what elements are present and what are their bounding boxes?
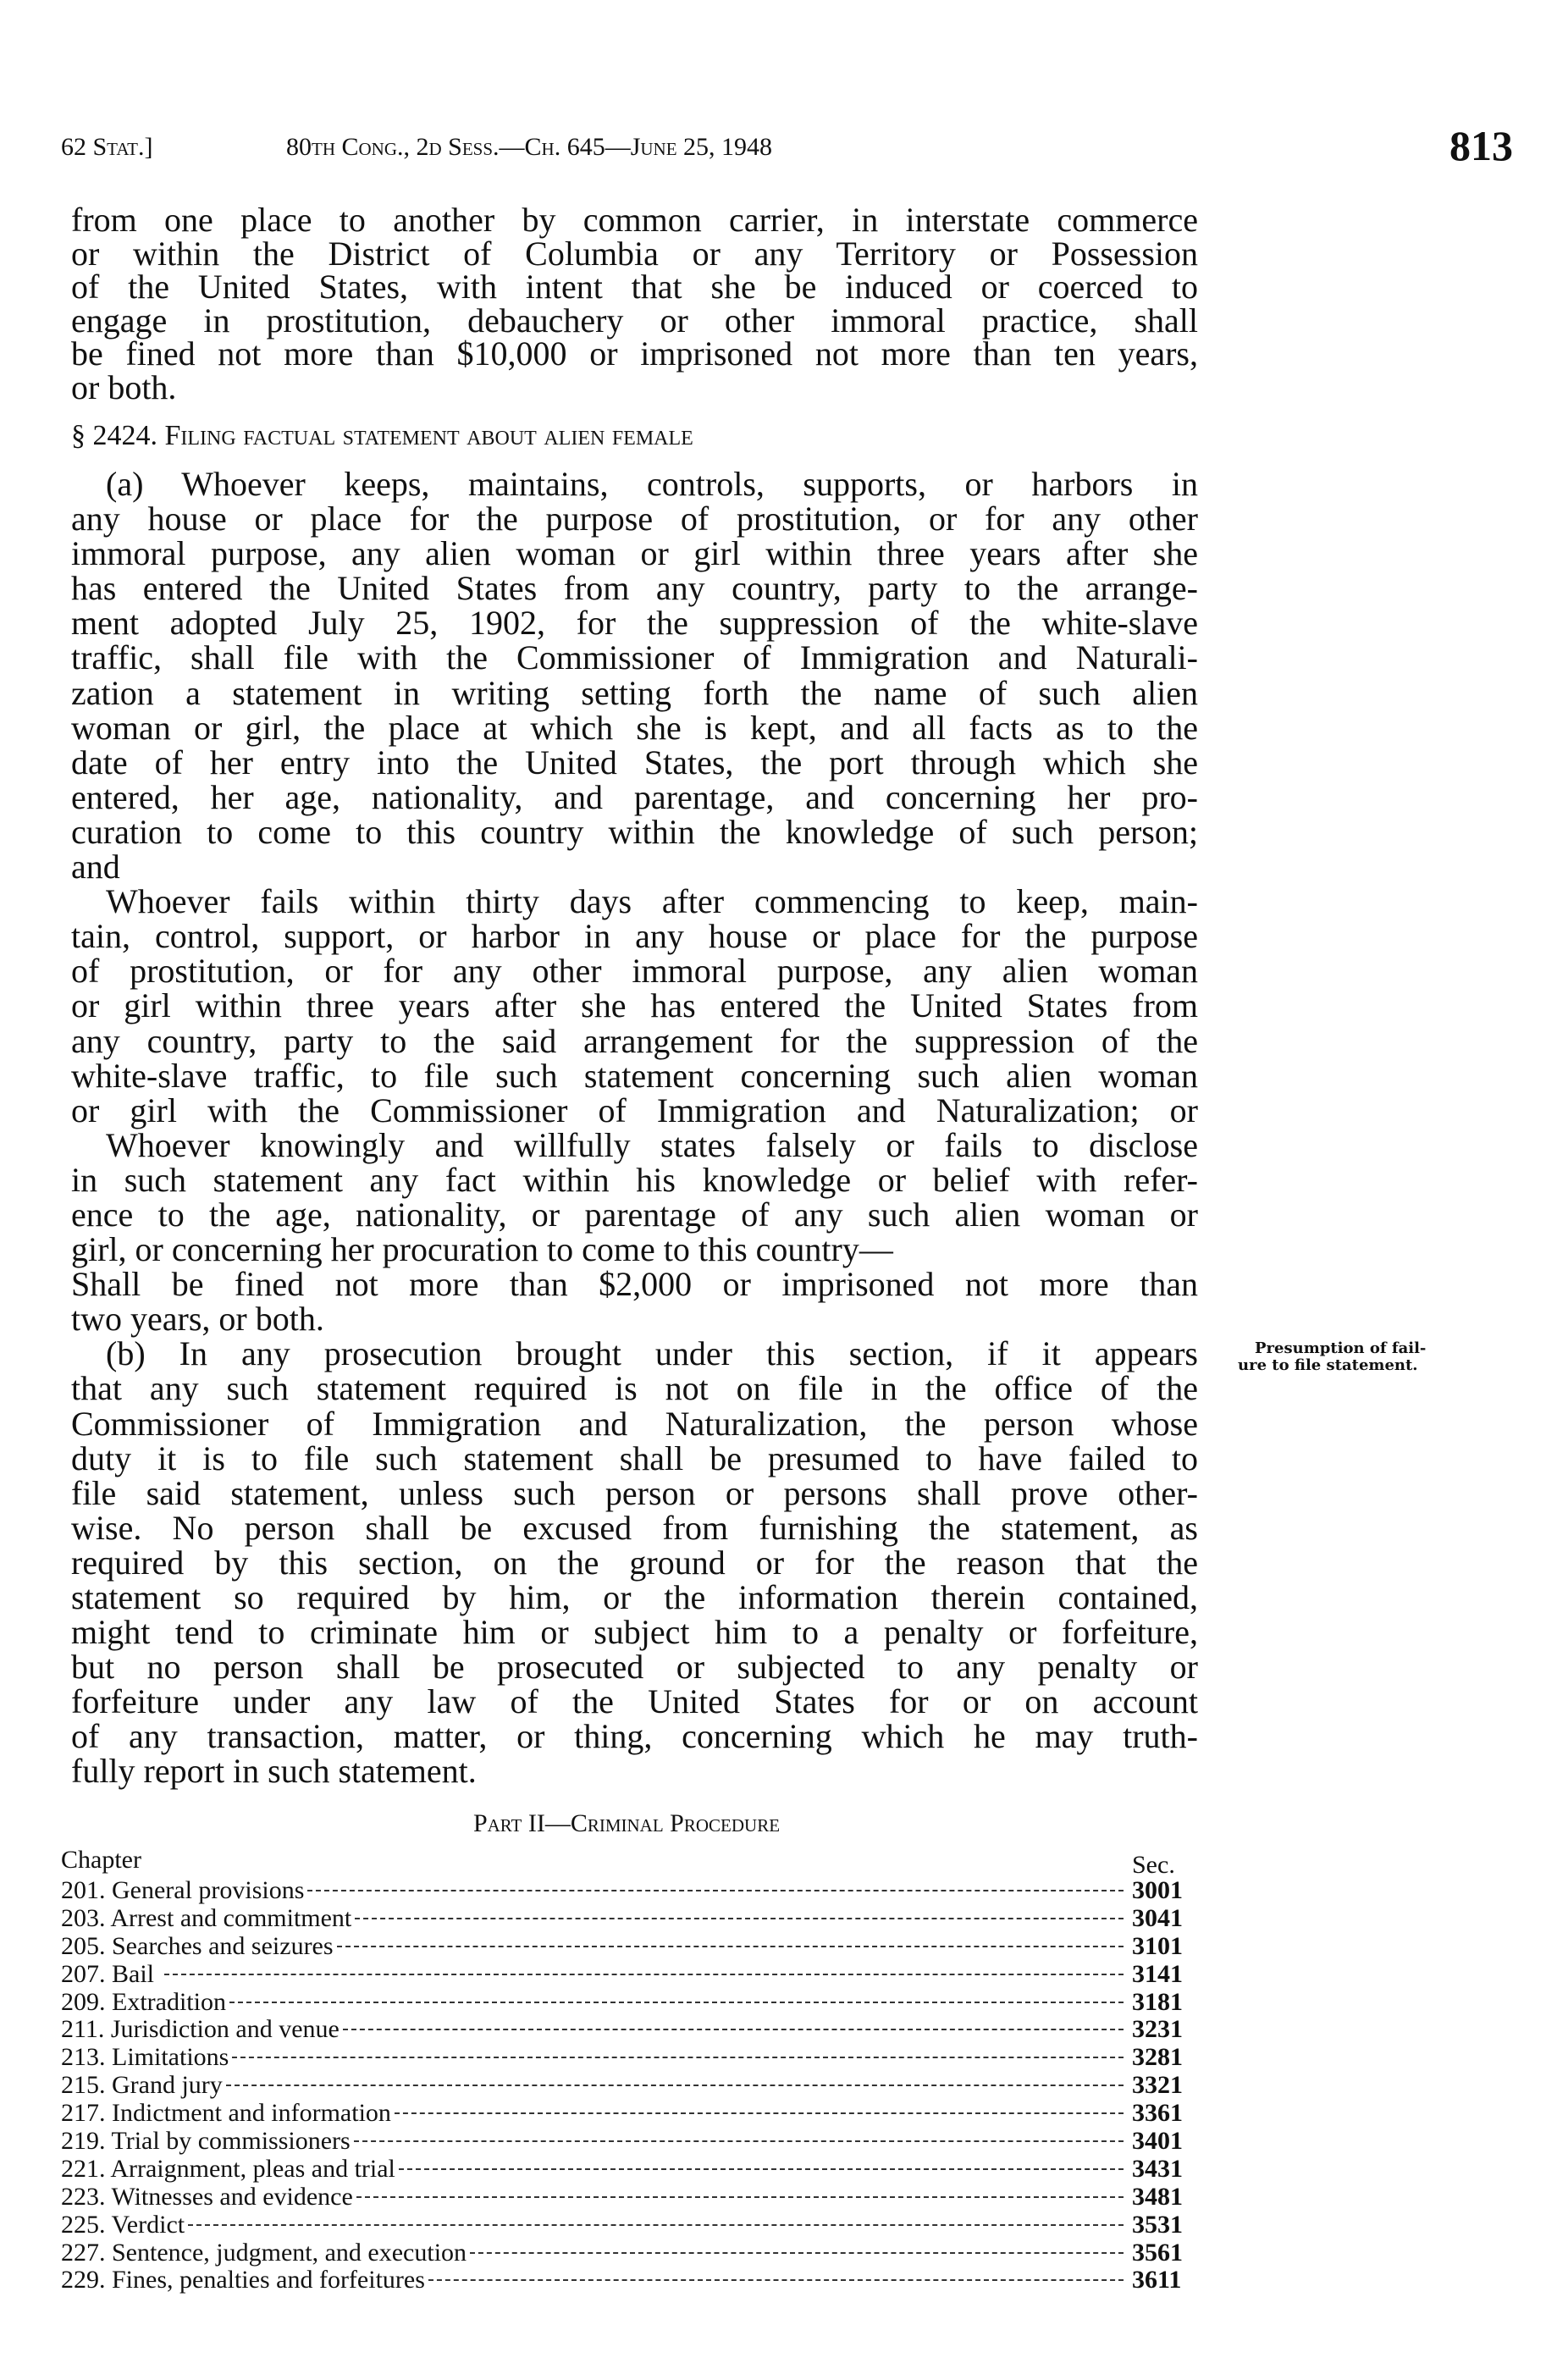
chapter-row xyxy=(61,1933,1195,1961)
chapter-title: 217. Indictment and information xyxy=(61,2099,391,2128)
section-column-header: Sec. xyxy=(1132,1851,1175,1879)
text-line: required by this section, on the ground or for the reason that the xyxy=(71,1543,1198,1582)
dot-leader xyxy=(226,2085,1124,2086)
text-line: of prostitution, or for any other immoral purpose, any alien woman xyxy=(71,952,1198,991)
text-line: or both. xyxy=(71,367,177,406)
chapter-row xyxy=(61,2128,1195,2156)
section-number: 3001 xyxy=(1132,1876,1183,1904)
section-number: 3431 xyxy=(1132,2154,1183,2183)
dot-leader xyxy=(164,1974,1124,1975)
dot-leader xyxy=(343,2029,1124,2030)
dot-leader xyxy=(399,2168,1124,2170)
text-line: two years, or both. xyxy=(71,1300,324,1339)
chapter-row xyxy=(61,1905,1195,1933)
running-header: 80th Cong., 2d Sess.—Ch. 645—June 25, 1948 xyxy=(286,133,773,161)
chapter-row xyxy=(61,1961,1195,1989)
chapter-title: 227. Sentence, judgment, and execution xyxy=(61,2238,467,2267)
text-line: woman or girl, the place at which she is kept, and all facts as to the xyxy=(71,708,1198,747)
text-line: from one place to another by common carrier, in interstate commerce xyxy=(71,201,1198,239)
text-line: date of her entry into the United States, the port through which she xyxy=(71,743,1198,781)
section-number: 3231 xyxy=(1132,2015,1183,2044)
dot-leader xyxy=(355,1918,1124,1919)
text-line: Whoever fails within thirty days after commencing to keep, main- xyxy=(106,882,1198,921)
chapter-title: 223. Witnesses and evidence xyxy=(61,2182,353,2211)
section-number: 3611 xyxy=(1132,2266,1182,2294)
page-number: 813 xyxy=(1449,122,1513,169)
text-line: and xyxy=(71,848,120,886)
dot-leader xyxy=(395,2112,1124,2114)
text-line: engage in prostitution, debauchery or other immoral practice, shall xyxy=(71,301,1198,340)
chapter-title: 207. Bail xyxy=(61,1959,161,1988)
chapter-row xyxy=(61,2267,1195,2294)
chapter-table xyxy=(61,1843,1195,2294)
section-body xyxy=(71,467,1198,1789)
part-heading: Part II—Criminal Procedure xyxy=(472,1809,781,1837)
section-number: § 2424. xyxy=(71,420,157,451)
chapter-row xyxy=(61,1989,1195,2017)
chapter-row xyxy=(61,2100,1195,2128)
chapter-title: 225. Verdict xyxy=(61,2210,185,2239)
section-number: 3561 xyxy=(1132,2238,1183,2267)
chapter-title: 209. Extradition xyxy=(61,1987,226,2016)
section-heading xyxy=(71,417,693,455)
text-line: file said statement, unless such person or persons shall prove other- xyxy=(71,1473,1198,1512)
dot-leader xyxy=(229,2002,1124,2003)
text-line: Commissioner of Immigration and Naturalization, the person whose xyxy=(71,1404,1198,1443)
chapter-title: 215. Grand jury xyxy=(61,2071,223,2100)
text-line: forfeiture under any law of the United States for or on account xyxy=(71,1682,1198,1721)
chapter-row xyxy=(61,2184,1195,2212)
text-line: or within the District of Columbia or any Territory or Possession xyxy=(71,234,1198,273)
section-number: 3361 xyxy=(1132,2099,1183,2128)
dot-leader xyxy=(232,2057,1124,2058)
text-line: of the United States, with intent that she be induced or coerced to xyxy=(71,268,1198,306)
dot-leader xyxy=(354,2140,1124,2142)
section-number: 3321 xyxy=(1132,2071,1183,2100)
text-line: ence to the age, nationality, or parentage of any such alien woman or xyxy=(71,1195,1198,1234)
text-line: Shall be fined not more than $2,000 or imprisoned not more than xyxy=(71,1265,1198,1304)
text-line: white-slave traffic, to file such statement concerning such alien woman xyxy=(71,1056,1198,1095)
text-line: entered, her age, nationality, and parentage, and concerning her pro- xyxy=(71,777,1198,816)
text-line: any house or place for the purpose of prostitution, or for any other xyxy=(71,500,1198,538)
text-line: Whoever knowingly and willfully states falsely or fails to disclose xyxy=(106,1125,1198,1164)
volume-reference: 62 Stat.] xyxy=(61,133,153,161)
chapter-title: 229. Fines, penalties and forfeitures xyxy=(61,2266,425,2294)
margin-note: Presumption of fail- ure to file statement. xyxy=(1238,1339,1427,1374)
section-number: 3041 xyxy=(1132,1903,1183,1932)
chapter-title: 213. Limitations xyxy=(61,2043,229,2072)
dot-leader xyxy=(428,2279,1124,2281)
dot-leader xyxy=(188,2224,1124,2226)
chapter-title: 201. General provisions xyxy=(61,1876,305,1904)
text-line: but no person shall be prosecuted or subjected to any penalty or xyxy=(71,1648,1198,1687)
chapter-row xyxy=(61,1877,1195,1905)
text-line: might tend to criminate him or subject him to a penalty or forfeiture, xyxy=(71,1613,1198,1652)
text-line: immoral purpose, any alien woman or girl within three years after she xyxy=(71,534,1198,573)
text-line: has entered the United States from any country, party to the arrange- xyxy=(71,569,1198,608)
text-line: traffic, shall file with the Commissioner of Immigration and Naturali- xyxy=(71,638,1198,677)
chapter-title: 211. Jurisdiction and venue xyxy=(61,2015,340,2044)
section-number: 3181 xyxy=(1132,1987,1183,2016)
chapter-column-header: Chapter xyxy=(61,1846,141,1874)
section-number: 3141 xyxy=(1132,1959,1183,1988)
text-line: statement so required by him, or the information therein contained, xyxy=(71,1578,1198,1616)
text-line: of any transaction, matter, or thing, concerning which he may truth- xyxy=(71,1717,1198,1756)
text-line: ment adopted July 25, 1902, for the suppression of the white-slave xyxy=(71,604,1198,643)
text-line: tain, control, support, or harbor in any house or place for the purpose xyxy=(71,917,1198,956)
text-line: curation to come to this country within the knowledge of such person; xyxy=(71,812,1198,851)
text-line: duty it is to file such statement shall be presumed to have failed to xyxy=(71,1438,1198,1477)
dot-leader xyxy=(337,1946,1124,1947)
chapter-row xyxy=(61,2239,1195,2267)
chapter-title: 219. Trial by commissioners xyxy=(61,2127,351,2156)
section-number: 3101 xyxy=(1132,1931,1183,1960)
chapter-title: 203. Arrest and commitment xyxy=(61,1903,352,1932)
section-number: 3401 xyxy=(1132,2127,1183,2156)
text-line: (b) In any prosecution brought under this section, if it appears xyxy=(106,1334,1198,1373)
text-line: in such statement any fact within his knowledge or belief with refer- xyxy=(71,1160,1198,1199)
section-title: Filing factual statement about alien female xyxy=(164,420,693,451)
text-line: (a) Whoever keeps, maintains, controls, supports, or harbors in xyxy=(106,465,1198,503)
text-line: that any such statement required is not on file in the office of the xyxy=(71,1369,1198,1408)
text-line: or girl with the Commissioner of Immigration and Naturalization; or xyxy=(71,1091,1198,1129)
chapter-row xyxy=(61,2156,1195,2184)
paragraph-continuation xyxy=(71,203,1198,404)
text-line: zation a statement in writing setting forth the name of such alien xyxy=(71,673,1198,712)
chapter-row xyxy=(61,2072,1195,2100)
chapter-row xyxy=(61,2016,1195,2044)
text-line: girl, or concerning her procuration to come to this country— xyxy=(71,1230,893,1269)
dot-leader xyxy=(356,2196,1124,2198)
text-line: wise. No person shall be excused from furnishing the statement, as xyxy=(71,1508,1198,1547)
dot-leader xyxy=(470,2252,1124,2254)
section-number: 3531 xyxy=(1132,2210,1183,2239)
section-number: 3281 xyxy=(1132,2043,1183,2072)
dot-leader xyxy=(307,1890,1124,1891)
text-line: fully report in such statement. xyxy=(71,1752,477,1791)
text-line: any country, party to the said arrangement for the suppression of the xyxy=(71,1021,1198,1060)
text-line: be fined not more than $10,000 or imprisoned not more than ten years, xyxy=(71,334,1198,373)
chapter-title: 221. Arraignment, pleas and trial xyxy=(61,2154,395,2183)
chapter-title: 205. Searches and seizures xyxy=(61,1931,334,1960)
chapter-row xyxy=(61,2212,1195,2239)
chapter-row xyxy=(61,2044,1195,2072)
section-number: 3481 xyxy=(1132,2182,1183,2211)
text-line: or girl within three years after she has entered the United States from xyxy=(71,986,1198,1025)
